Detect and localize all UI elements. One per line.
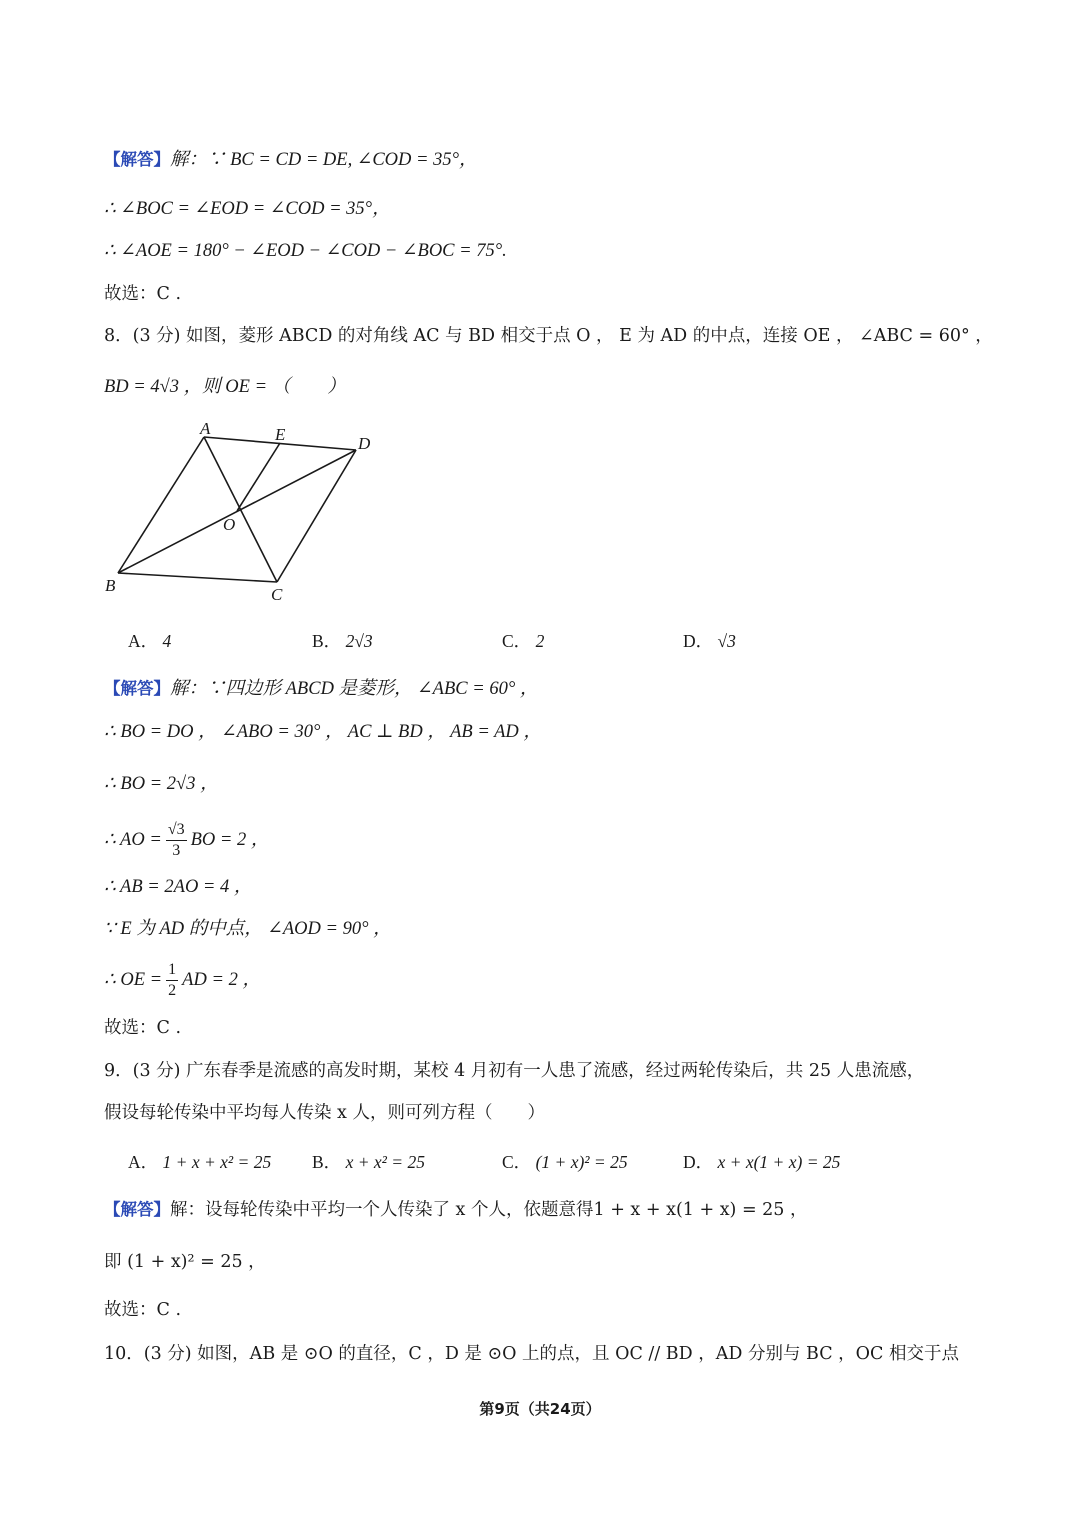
q9-answer-line-2: 即 (1 + x)² = 25 ， bbox=[104, 1252, 266, 1272]
rhombus-figure bbox=[100, 420, 400, 610]
label-a: A bbox=[200, 420, 211, 438]
q8-answer-line-5: ∴ AB = 2AO = 4 ， bbox=[104, 877, 253, 897]
label-b: B bbox=[105, 576, 116, 595]
q7-answer-line-3: ∴ ∠AOE = 180° − ∠EOD − ∠COD − ∠BOC = 75°. bbox=[104, 241, 507, 261]
label-d: D bbox=[358, 434, 371, 453]
fraction-sqrt3-over-3: $\frac{√3}{3}$ bbox=[167, 820, 185, 859]
q8-answer-line-4: ∴ AO = $\frac{√3}{3}$ BO = 2 ， bbox=[104, 820, 270, 859]
q8-option-a: A． 4 bbox=[128, 631, 172, 651]
label-o: O bbox=[223, 515, 236, 534]
q9-answer-line-1: 【解答】解：设每轮传染中平均一个人传染了 x 个人，依题意得1 + x + x(1 + x) = 25 ， bbox=[104, 1200, 808, 1220]
q9-stem-line-2: 假设每轮传染中平均每人传染 x 人，则可列方程（ ） bbox=[104, 1103, 545, 1123]
page-footer: 第9页（共24页） bbox=[479, 1400, 601, 1418]
fraction-one-half: $\frac{1}{2}$ bbox=[168, 960, 177, 999]
q8-option-c: C． 2 bbox=[502, 631, 545, 651]
answer-tag: 【解答】 bbox=[104, 150, 170, 169]
q10-stem-line-1: 10．(3 分) 如图，AB 是 ⊙O 的直径，C ，D 是 ⊙O 上的点，且 OC // BD ，AD 分别与 BC ，OC 相交于点 bbox=[104, 1344, 959, 1364]
q9-stem-line-1: 9．(3 分) 广东春季是流感的高发时期，某校 4 月初有一人患了流感，经过两轮传染后，共 25 人患流感， bbox=[104, 1061, 925, 1081]
q9-choice: 故选：C . bbox=[104, 1300, 182, 1320]
label-c: C bbox=[271, 585, 283, 604]
q8-stem-line-2: BD = 4√3 ，则 OE = （ ） bbox=[104, 377, 346, 397]
q9-option-d: D． x + x(1 + x) = 25 bbox=[683, 1152, 841, 1172]
q8-answer-line-1: 【解答】解：∵四边形 ABCD 是菱形， ∠ABC = 60° ， bbox=[104, 679, 539, 699]
q8-option-d: D． √3 bbox=[683, 631, 736, 651]
q8-answer-line-6: ∵ E 为 AD 的中点， ∠AOD = 90° ， bbox=[104, 919, 392, 939]
q8-answer-line-7: ∴ OE = $\frac{1}{2}$ AD = 2 ， bbox=[104, 960, 261, 999]
side-bc bbox=[118, 573, 277, 582]
diagonal-bd bbox=[118, 450, 356, 573]
q9-option-a: A． 1 + x + x² = 25 bbox=[128, 1152, 272, 1172]
side-ab bbox=[118, 437, 204, 573]
q9-option-b: B． x + x² = 25 bbox=[312, 1152, 425, 1172]
q9-option-c: C． (1 + x)² = 25 bbox=[502, 1152, 628, 1172]
label-e: E bbox=[275, 425, 286, 444]
q7-answer-line-1: 【解答】解：∵ BC = CD = DE, ∠COD = 35°， bbox=[104, 150, 478, 170]
q8-answer-line-2: ∴ BO = DO ， ∠ABO = 30° ， AC ⊥ BD ， AB = AD ， bbox=[104, 722, 542, 742]
q8-choice: 故选：C . bbox=[104, 1018, 182, 1038]
answer-tag: 【解答】 bbox=[104, 679, 170, 698]
q8-stem-line-1: 8．(3 分) 如图，菱形 ABCD 的对角线 AC 与 BD 相交于点 O ， E 为 AD 的中点，连接 OE ， ∠ABC = 60° ， bbox=[104, 326, 993, 346]
q8-option-b: B． 2√3 bbox=[312, 631, 373, 651]
q7-choice: 故选：C . bbox=[104, 284, 182, 304]
q8-answer-line-3: ∴ BO = 2√3 ， bbox=[104, 774, 219, 794]
q7-answer-line-2: ∴ ∠BOC = ∠EOD = ∠COD = 35°， bbox=[104, 199, 391, 219]
answer-tag: 【解答】 bbox=[104, 1200, 170, 1219]
